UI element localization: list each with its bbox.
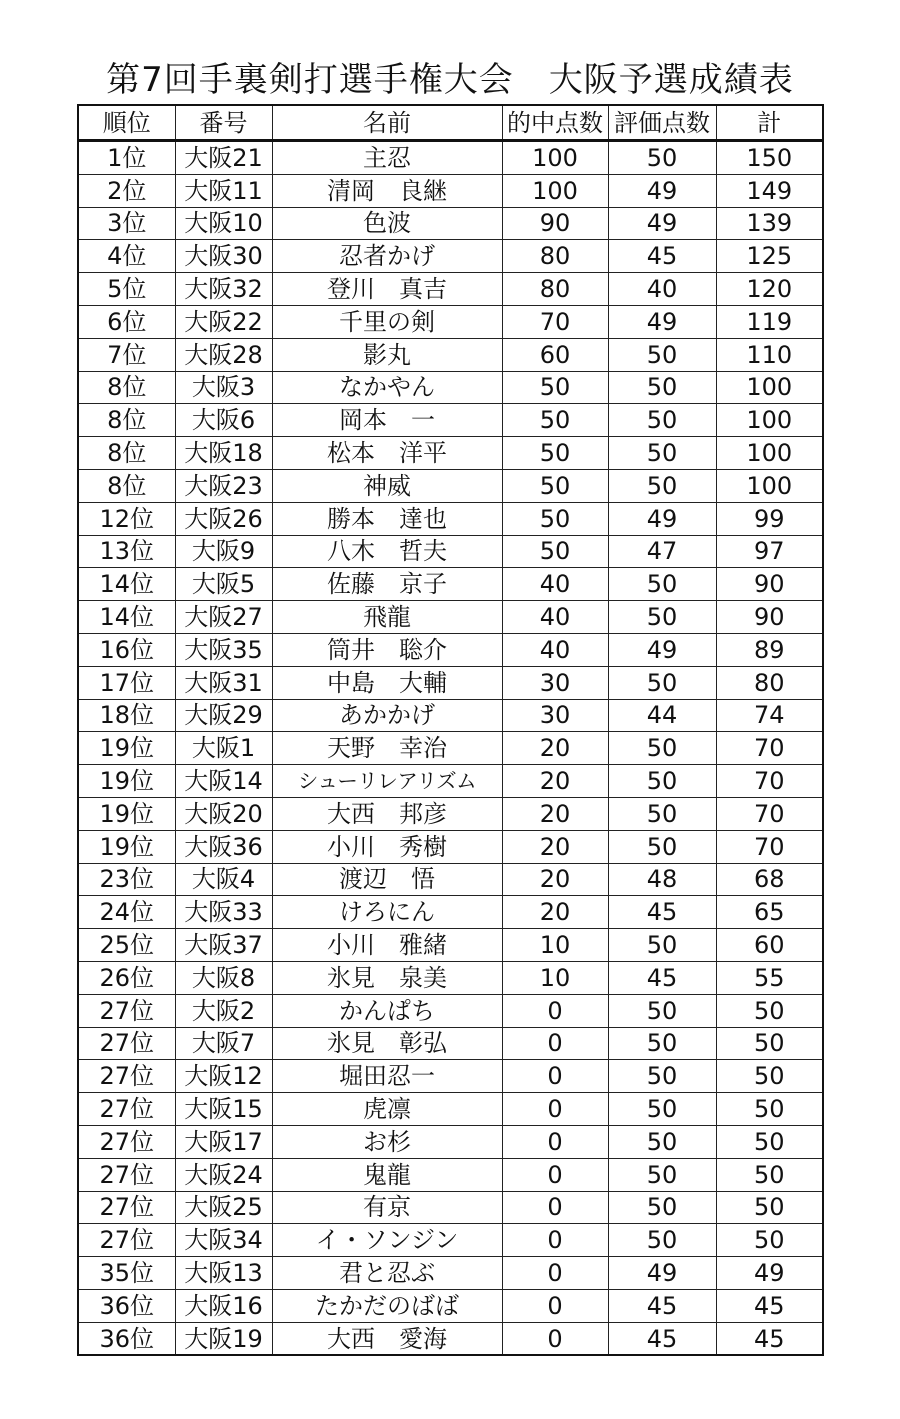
cell-number: 大阪1 — [175, 732, 272, 765]
cell-eval-points: 45 — [608, 896, 716, 929]
table-row — [78, 568, 823, 601]
cell-rank: 8位 — [78, 437, 175, 470]
cell-hit-points: 50 — [502, 469, 608, 502]
cell-hit-points: 100 — [502, 141, 608, 175]
cell-total: 100 — [716, 437, 823, 470]
cell-total: 55 — [716, 961, 823, 994]
cell-number: 大阪3 — [175, 371, 272, 404]
cell-total: 120 — [716, 273, 823, 306]
results-table — [77, 104, 824, 1356]
header-name: 名前 — [272, 105, 502, 141]
cell-name: 影丸 — [272, 338, 502, 371]
cell-number: 大阪9 — [175, 535, 272, 568]
cell-hit-points: 70 — [502, 305, 608, 338]
cell-name: 飛龍 — [272, 601, 502, 634]
cell-hit-points: 20 — [502, 863, 608, 896]
cell-rank: 27位 — [78, 1158, 175, 1191]
cell-name: 色波 — [272, 207, 502, 240]
cell-total: 68 — [716, 863, 823, 896]
cell-hit-points: 0 — [502, 1125, 608, 1158]
cell-hit-points: 40 — [502, 633, 608, 666]
table-row — [78, 1257, 823, 1290]
cell-total: 50 — [716, 1027, 823, 1060]
cell-hit-points: 50 — [502, 371, 608, 404]
cell-rank: 27位 — [78, 1224, 175, 1257]
header-row — [78, 105, 823, 141]
table-row — [78, 765, 823, 798]
table-row — [78, 666, 823, 699]
cell-name: 神威 — [272, 469, 502, 502]
cell-total: 74 — [716, 699, 823, 732]
cell-total: 60 — [716, 929, 823, 962]
cell-number: 大阪2 — [175, 994, 272, 1027]
cell-rank: 16位 — [78, 633, 175, 666]
table-row — [78, 1125, 823, 1158]
cell-eval-points: 45 — [608, 1289, 716, 1322]
cell-eval-points: 50 — [608, 929, 716, 962]
cell-number: 大阪20 — [175, 797, 272, 830]
cell-name: 虎凛 — [272, 1093, 502, 1126]
cell-name: 松本 洋平 — [272, 437, 502, 470]
cell-total: 100 — [716, 469, 823, 502]
cell-number: 大阪8 — [175, 961, 272, 994]
cell-rank: 14位 — [78, 601, 175, 634]
cell-name: かんぱち — [272, 994, 502, 1027]
cell-hit-points: 30 — [502, 699, 608, 732]
cell-total: 50 — [716, 1191, 823, 1224]
cell-hit-points: 40 — [502, 601, 608, 634]
cell-total: 90 — [716, 601, 823, 634]
cell-eval-points: 45 — [608, 961, 716, 994]
cell-rank: 27位 — [78, 1027, 175, 1060]
table-row — [78, 633, 823, 666]
cell-name: 堀田忍一 — [272, 1060, 502, 1093]
cell-total: 50 — [716, 1224, 823, 1257]
cell-hit-points: 0 — [502, 1257, 608, 1290]
cell-hit-points: 80 — [502, 240, 608, 273]
table-row — [78, 273, 823, 306]
cell-total: 139 — [716, 207, 823, 240]
cell-eval-points: 50 — [608, 141, 716, 175]
cell-eval-points: 50 — [608, 601, 716, 634]
cell-total: 97 — [716, 535, 823, 568]
table-row — [78, 994, 823, 1027]
cell-eval-points: 50 — [608, 666, 716, 699]
cell-total: 49 — [716, 1257, 823, 1290]
cell-rank: 12位 — [78, 502, 175, 535]
table-header — [78, 105, 823, 141]
table-row — [78, 404, 823, 437]
table-row — [78, 207, 823, 240]
cell-name: 岡本 一 — [272, 404, 502, 437]
cell-number: 大阪6 — [175, 404, 272, 437]
cell-number: 大阪15 — [175, 1093, 272, 1126]
table-row — [78, 174, 823, 207]
cell-number: 大阪25 — [175, 1191, 272, 1224]
cell-eval-points: 48 — [608, 863, 716, 896]
cell-hit-points: 0 — [502, 1158, 608, 1191]
cell-total: 45 — [716, 1289, 823, 1322]
table-row — [78, 797, 823, 830]
cell-name: 筒井 聡介 — [272, 633, 502, 666]
cell-eval-points: 49 — [608, 305, 716, 338]
cell-hit-points: 0 — [502, 1060, 608, 1093]
cell-hit-points: 20 — [502, 732, 608, 765]
cell-number: 大阪16 — [175, 1289, 272, 1322]
cell-eval-points: 45 — [608, 1322, 716, 1355]
cell-rank: 19位 — [78, 765, 175, 798]
cell-number: 大阪5 — [175, 568, 272, 601]
cell-rank: 5位 — [78, 273, 175, 306]
cell-name: あかかげ — [272, 699, 502, 732]
cell-number: 大阪34 — [175, 1224, 272, 1257]
cell-rank: 35位 — [78, 1257, 175, 1290]
cell-hit-points: 20 — [502, 830, 608, 863]
cell-eval-points: 50 — [608, 1158, 716, 1191]
cell-rank: 19位 — [78, 797, 175, 830]
table-row — [78, 929, 823, 962]
cell-total: 50 — [716, 1158, 823, 1191]
cell-total: 80 — [716, 666, 823, 699]
page-title: 第7回手裏剣打選手権大会 大阪予選成績表 — [106, 60, 794, 100]
cell-eval-points: 50 — [608, 469, 716, 502]
cell-rank: 14位 — [78, 568, 175, 601]
cell-hit-points: 20 — [502, 896, 608, 929]
cell-rank: 27位 — [78, 1060, 175, 1093]
cell-eval-points: 50 — [608, 830, 716, 863]
cell-rank: 25位 — [78, 929, 175, 962]
table-row — [78, 1289, 823, 1322]
cell-name: 清岡 良継 — [272, 174, 502, 207]
cell-rank: 19位 — [78, 732, 175, 765]
cell-rank: 36位 — [78, 1289, 175, 1322]
cell-eval-points: 50 — [608, 732, 716, 765]
cell-number: 大阪26 — [175, 502, 272, 535]
cell-total: 110 — [716, 338, 823, 371]
cell-number: 大阪19 — [175, 1322, 272, 1355]
cell-hit-points: 0 — [502, 994, 608, 1027]
cell-hit-points: 30 — [502, 666, 608, 699]
table-row — [78, 961, 823, 994]
cell-total: 149 — [716, 174, 823, 207]
cell-total: 50 — [716, 1060, 823, 1093]
cell-hit-points: 0 — [502, 1289, 608, 1322]
cell-number: 大阪10 — [175, 207, 272, 240]
cell-hit-points: 50 — [502, 502, 608, 535]
cell-total: 125 — [716, 240, 823, 273]
cell-eval-points: 49 — [608, 633, 716, 666]
cell-hit-points: 0 — [502, 1027, 608, 1060]
cell-rank: 18位 — [78, 699, 175, 732]
header-total: 計 — [716, 105, 823, 141]
cell-total: 70 — [716, 797, 823, 830]
cell-number: 大阪35 — [175, 633, 272, 666]
cell-rank: 8位 — [78, 371, 175, 404]
table-row — [78, 830, 823, 863]
table-row — [78, 732, 823, 765]
cell-rank: 3位 — [78, 207, 175, 240]
cell-total: 119 — [716, 305, 823, 338]
cell-rank: 27位 — [78, 1125, 175, 1158]
cell-number: 大阪30 — [175, 240, 272, 273]
cell-name: お杉 — [272, 1125, 502, 1158]
cell-number: 大阪14 — [175, 765, 272, 798]
cell-eval-points: 49 — [608, 1257, 716, 1290]
cell-eval-points: 50 — [608, 765, 716, 798]
cell-rank: 2位 — [78, 174, 175, 207]
table-row — [78, 896, 823, 929]
cell-hit-points: 20 — [502, 765, 608, 798]
cell-hit-points: 80 — [502, 273, 608, 306]
cell-eval-points: 50 — [608, 1093, 716, 1126]
cell-name: 鬼龍 — [272, 1158, 502, 1191]
table-row — [78, 502, 823, 535]
cell-hit-points: 50 — [502, 535, 608, 568]
table-row — [78, 1158, 823, 1191]
cell-number: 大阪12 — [175, 1060, 272, 1093]
cell-total: 50 — [716, 994, 823, 1027]
table-row — [78, 141, 823, 175]
cell-total: 70 — [716, 732, 823, 765]
cell-hit-points: 50 — [502, 437, 608, 470]
cell-name: 登川 真吉 — [272, 273, 502, 306]
cell-rank: 36位 — [78, 1322, 175, 1355]
cell-total: 90 — [716, 568, 823, 601]
cell-eval-points: 50 — [608, 797, 716, 830]
table-row — [78, 437, 823, 470]
cell-name: イ・ソンジン — [272, 1224, 502, 1257]
cell-total: 65 — [716, 896, 823, 929]
cell-hit-points: 40 — [502, 568, 608, 601]
cell-rank: 6位 — [78, 305, 175, 338]
cell-number: 大阪18 — [175, 437, 272, 470]
table-row — [78, 338, 823, 371]
cell-eval-points: 50 — [608, 371, 716, 404]
cell-name: たかだのばば — [272, 1289, 502, 1322]
header-number: 番号 — [175, 105, 272, 141]
table-row — [78, 1322, 823, 1355]
cell-name: 氷見 彰弘 — [272, 1027, 502, 1060]
cell-total: 100 — [716, 371, 823, 404]
cell-name: けろにん — [272, 896, 502, 929]
table-row — [78, 601, 823, 634]
cell-eval-points: 50 — [608, 1060, 716, 1093]
cell-rank: 8位 — [78, 469, 175, 502]
table-row — [78, 535, 823, 568]
cell-eval-points: 50 — [608, 994, 716, 1027]
table-row — [78, 305, 823, 338]
cell-number: 大阪13 — [175, 1257, 272, 1290]
header-eval-points: 評価点数 — [608, 105, 716, 141]
cell-eval-points: 49 — [608, 207, 716, 240]
cell-name: 大西 愛海 — [272, 1322, 502, 1355]
cell-number: 大阪29 — [175, 699, 272, 732]
cell-rank: 8位 — [78, 404, 175, 437]
cell-rank: 26位 — [78, 961, 175, 994]
table-row — [78, 469, 823, 502]
cell-total: 99 — [716, 502, 823, 535]
cell-name: 佐藤 京子 — [272, 568, 502, 601]
cell-name: 君と忍ぶ — [272, 1257, 502, 1290]
cell-rank: 23位 — [78, 863, 175, 896]
cell-number: 大阪23 — [175, 469, 272, 502]
cell-name: 忍者かげ — [272, 240, 502, 273]
cell-hit-points: 90 — [502, 207, 608, 240]
cell-hit-points: 0 — [502, 1093, 608, 1126]
cell-eval-points: 50 — [608, 1027, 716, 1060]
cell-number: 大阪33 — [175, 896, 272, 929]
cell-name: 氷見 泉美 — [272, 961, 502, 994]
cell-number: 大阪22 — [175, 305, 272, 338]
cell-rank: 19位 — [78, 830, 175, 863]
cell-rank: 4位 — [78, 240, 175, 273]
cell-name: 渡辺 悟 — [272, 863, 502, 896]
cell-hit-points: 0 — [502, 1322, 608, 1355]
header-rank: 順位 — [78, 105, 175, 141]
table-row — [78, 1093, 823, 1126]
cell-total: 100 — [716, 404, 823, 437]
cell-rank: 17位 — [78, 666, 175, 699]
cell-eval-points: 40 — [608, 273, 716, 306]
cell-number: 大阪37 — [175, 929, 272, 962]
table-row — [78, 371, 823, 404]
cell-hit-points: 60 — [502, 338, 608, 371]
cell-name: 中島 大輔 — [272, 666, 502, 699]
cell-eval-points: 50 — [608, 1125, 716, 1158]
cell-rank: 7位 — [78, 338, 175, 371]
table-row — [78, 699, 823, 732]
cell-name: 小川 雅緒 — [272, 929, 502, 962]
cell-name: シューリレアリズム — [272, 765, 502, 798]
cell-hit-points: 0 — [502, 1191, 608, 1224]
table-body — [78, 141, 823, 1356]
cell-name: なかやん — [272, 371, 502, 404]
cell-hit-points: 20 — [502, 797, 608, 830]
cell-rank: 1位 — [78, 141, 175, 175]
cell-eval-points: 49 — [608, 174, 716, 207]
cell-eval-points: 50 — [608, 404, 716, 437]
cell-eval-points: 49 — [608, 502, 716, 535]
cell-total: 50 — [716, 1093, 823, 1126]
cell-rank: 13位 — [78, 535, 175, 568]
cell-name: 主忍 — [272, 141, 502, 175]
cell-number: 大阪27 — [175, 601, 272, 634]
cell-total: 150 — [716, 141, 823, 175]
cell-eval-points: 50 — [608, 568, 716, 601]
cell-hit-points: 10 — [502, 961, 608, 994]
cell-total: 70 — [716, 830, 823, 863]
cell-hit-points: 100 — [502, 174, 608, 207]
cell-number: 大阪36 — [175, 830, 272, 863]
cell-number: 大阪11 — [175, 174, 272, 207]
table-row — [78, 240, 823, 273]
cell-eval-points: 50 — [608, 338, 716, 371]
cell-number: 大阪17 — [175, 1125, 272, 1158]
cell-rank: 27位 — [78, 1093, 175, 1126]
cell-number: 大阪7 — [175, 1027, 272, 1060]
table-row — [78, 1060, 823, 1093]
cell-number: 大阪31 — [175, 666, 272, 699]
cell-eval-points: 47 — [608, 535, 716, 568]
cell-number: 大阪28 — [175, 338, 272, 371]
cell-eval-points: 50 — [608, 1224, 716, 1257]
cell-total: 70 — [716, 765, 823, 798]
cell-total: 45 — [716, 1322, 823, 1355]
cell-eval-points: 44 — [608, 699, 716, 732]
table-row — [78, 1191, 823, 1224]
table-row — [78, 1027, 823, 1060]
cell-rank: 27位 — [78, 1191, 175, 1224]
cell-name: 小川 秀樹 — [272, 830, 502, 863]
cell-total: 89 — [716, 633, 823, 666]
cell-hit-points: 0 — [502, 1224, 608, 1257]
cell-name: 千里の剣 — [272, 305, 502, 338]
cell-hit-points: 50 — [502, 404, 608, 437]
cell-eval-points: 50 — [608, 1191, 716, 1224]
table-row — [78, 863, 823, 896]
cell-number: 大阪24 — [175, 1158, 272, 1191]
cell-name: 天野 幸治 — [272, 732, 502, 765]
cell-number: 大阪32 — [175, 273, 272, 306]
cell-name: 有京 — [272, 1191, 502, 1224]
cell-rank: 27位 — [78, 994, 175, 1027]
cell-eval-points: 45 — [608, 240, 716, 273]
table-row — [78, 1224, 823, 1257]
cell-name: 勝本 達也 — [272, 502, 502, 535]
header-hit-points: 的中点数 — [502, 105, 608, 141]
cell-number: 大阪4 — [175, 863, 272, 896]
cell-total: 50 — [716, 1125, 823, 1158]
cell-name: 八木 哲夫 — [272, 535, 502, 568]
cell-number: 大阪21 — [175, 141, 272, 175]
cell-name: 大西 邦彦 — [272, 797, 502, 830]
cell-eval-points: 50 — [608, 437, 716, 470]
cell-hit-points: 10 — [502, 929, 608, 962]
cell-rank: 24位 — [78, 896, 175, 929]
